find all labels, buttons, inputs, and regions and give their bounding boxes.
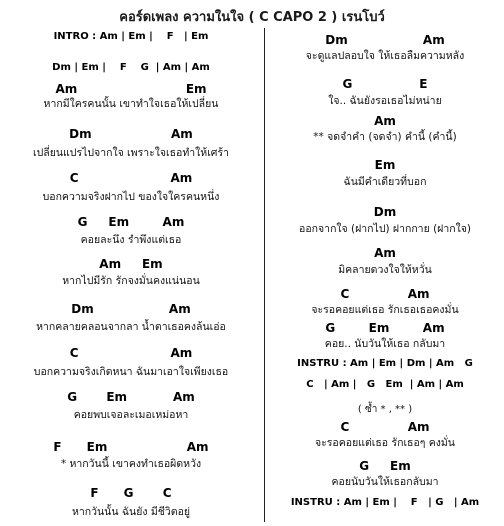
chord-line: G Em Am xyxy=(77,215,185,229)
lyric-line: คอย.. นับวันให้เธอ กลับมา xyxy=(324,338,446,350)
chord-line: F G C xyxy=(90,486,172,500)
lyric-line: ** จดจำคำ (จดจำ) คำนี้ (คำนี้) xyxy=(313,131,457,143)
chord-line: G Em Am xyxy=(325,321,445,335)
intro-line: INTRO : Am | Em | F | Em xyxy=(53,31,209,42)
chord-line: F Em Am xyxy=(53,440,209,454)
chord-line: Am Em xyxy=(55,82,207,96)
lyric-line: * หากวันนี้ เขาคงทำเธอผิดหวัง xyxy=(60,458,202,470)
lyric-line: หากวันนั้น ฉันยัง มีชีวิตอยู่ xyxy=(71,506,191,518)
chord-line: Am xyxy=(374,246,396,260)
lyric-line: ออกจากใจ (ฝากไป) ฝากกาย (ฝากใจ) xyxy=(299,223,471,235)
song-title: คอร์ดเพลง ความในใจ ( C CAPO 2 ) เรนโบว์ xyxy=(119,10,385,25)
instru-line: INSTRU : Am | Em | F | G | Am xyxy=(290,497,480,508)
chord-line: C Am xyxy=(340,287,430,301)
chord-line: C Am xyxy=(69,171,193,185)
chord-line: Dm Am xyxy=(69,127,193,141)
chord-line: C Am xyxy=(69,346,193,360)
intro-line: Dm | Em | F G | Am | Am xyxy=(52,62,210,73)
chord-line: Am xyxy=(374,114,396,128)
chord-line: Dm xyxy=(373,205,397,219)
lyric-line: จะดูแลปลอบใจ ให้เธอลืมความหลัง xyxy=(305,50,465,62)
lyric-line: คอยนับวันให้เธอกลับมา xyxy=(331,476,439,488)
instru-line: INSTRU : Am | Em | Dm | Am G xyxy=(297,358,473,369)
chord-line: G Em xyxy=(359,459,411,473)
lyric-line: ฉันมีคำเดียวที่บอก xyxy=(343,176,427,188)
lyric-line: บอกความจริงฝากไป ของใจใครคนหนึ่ง xyxy=(42,191,220,203)
lyric-line: เปลี่ยนแปรไปจากใจ เพราะใจเธอทำให้เศร้า xyxy=(33,147,229,159)
lyric-line: คอยละนึง รำพึงแต่เธอ xyxy=(80,234,182,246)
chord-line: Dm Am xyxy=(325,33,445,47)
lyric-line: หากคลายคลอนจากลา น้ำตาเธอคงล้นเอ่อ xyxy=(36,321,226,333)
lyric-line: ใจ.. ฉันยังรอเธอไม่หน่าย xyxy=(328,95,442,107)
chord-line: Am Em xyxy=(99,257,163,271)
chord-line: G Em Am xyxy=(67,390,195,404)
lyric-line: หากไปมีรัก รักจงมั่นคงแน่นอน xyxy=(62,275,200,287)
chord-line: C Am xyxy=(340,420,430,434)
chord-line: Em xyxy=(374,158,396,172)
lyric-line: บอกความจริงเกิดหนา ฉันมาเอาใจเพียงเธอ xyxy=(33,366,229,378)
lyric-line: จะรอคอยแต่เธอ รักเธอๆ คงมั่น xyxy=(315,437,455,449)
lyric-line: หากมีใครคนนั้น เขาทำใจเธอให้เปลี่ยน xyxy=(43,98,219,110)
lyric-line: มิคลายดวงใจให้หวั่น xyxy=(338,264,432,276)
lyric-line: คอยพบเจอละเมอเหม่อหา xyxy=(73,409,189,421)
chord-line: Dm Am xyxy=(71,302,191,316)
chord-line: G E xyxy=(342,77,428,91)
repeat-note: ( ซ้ำ * , ** ) xyxy=(357,404,413,415)
lyric-line: จะรอคอยแต่เธอ รักเธอเธอคงมั่น xyxy=(311,304,459,316)
column-divider xyxy=(264,28,265,522)
instru-line: C | Am | G Em | Am | Am xyxy=(306,379,464,390)
